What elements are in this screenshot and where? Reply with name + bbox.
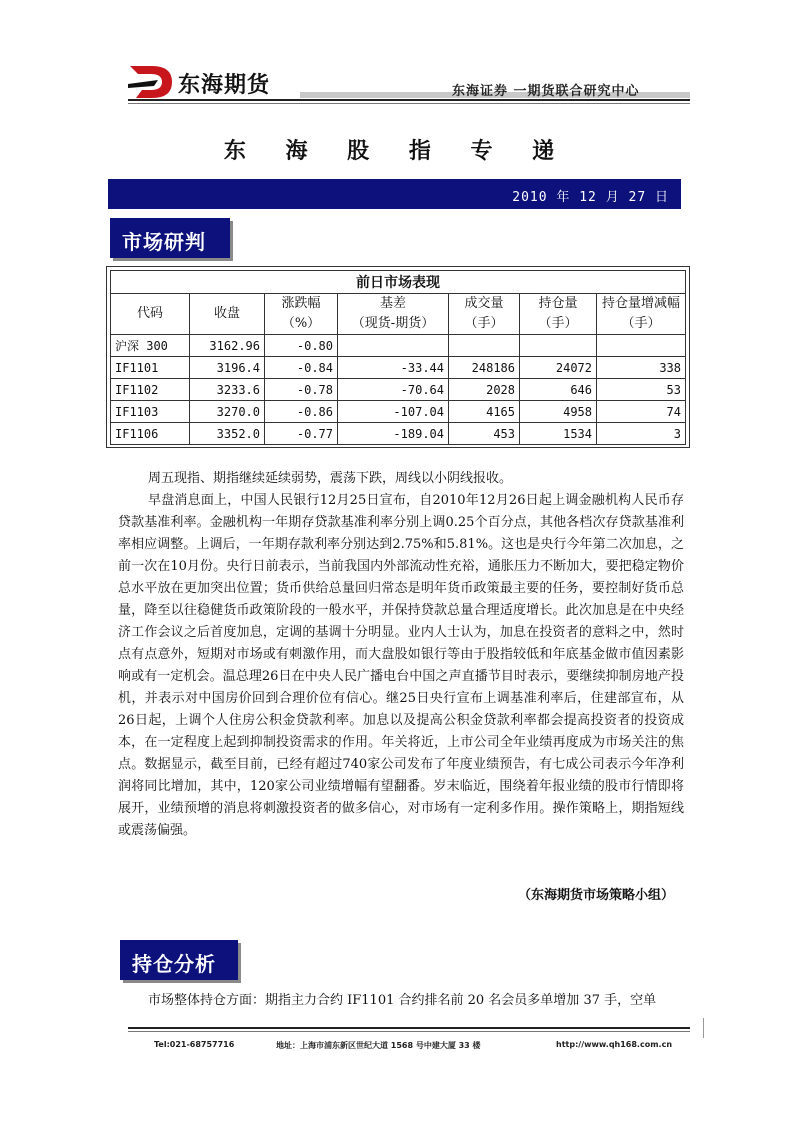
author-signature: （东海期货市场策略小组） <box>517 888 674 903</box>
table-row: IF1103 3270.0 -0.86 -107.04 4165 4958 74 <box>111 401 686 423</box>
table-caption: 前日市场表现 <box>111 271 686 294</box>
table-row: 沪深 300 3162.96 -0.80 <box>111 335 686 357</box>
table-header-row <box>111 294 686 335</box>
paragraph-analysis: 早盘消息面上，中国人民银行12月25日宣布，自2010年12月26日起上调金融机构人民币存贷款基准利率。金融机构一年期存贷款基准利率分别上调0.25个百分点，其他各档次存贷款基准利率相应调整。上调后，一年期存款利率分别达到2.75%和5.81%。这也是央行今年第二次加息，之前一次在10月份。央行日前表示，当前我国内外部流动性充裕，通胀压力不断加大，要把稳定物价总水平放在更加突出位置；货币供给总量回归常态是明年货币政策最主要的任务，要控制好货币总量，降至以往稳健货币政策阶段的一般水平，并保持贷款总量合理适度增长。此次加息是在中央经济工作会议之后首度加息，定调的基调十分明显。业内人士认为，加息在投资者的意料之中，然时点有点意外，短期对市场或有刺激作用，而大盘股如银行等由于股指较低和年底基金做市值因素影响或有一定机会。温总理26日在中央人民广播电台中国之声直播节目时表示，要继续抑制房地产投机，并表示对中国房价回到合理价位有信心。继25日央行宣布上调基准利率后，住建部宣布，从26日起，上调个人住房公积金贷款利率。加息以及提高公积金贷款利率都会提高投资者的投资成本，在一定程度上起到抑制投资需求的作用。年关将近，上市公司全年业绩再度成为市场关注的焦点。数据显示，截至目前，已经有超过740家公司发布了年度业绩预告，有七成公司表示今年净利润将同比增加，其中，120家公司业绩增幅有望翻番。岁末临近，围绕着年报业绩的股市行情即将展开，业绩预增的消息将刺激投资者的做多信心，对市场有一定利多作用。操作策略上，期指短线或震荡偏强。 <box>118 493 684 838</box>
logo-text: 东海期货 <box>178 73 271 98</box>
header-close: 收盘 <box>190 294 265 335</box>
table-row: IF1106 3352.0 -0.77 -189.04 453 1534 3 <box>111 423 686 445</box>
section-tab-position <box>120 940 238 980</box>
table-caption-row <box>111 271 686 294</box>
date-bar <box>108 179 681 209</box>
header-volume: 成交量 （手） <box>449 294 520 335</box>
section-tab-market <box>110 218 230 258</box>
header-rule-thin <box>128 103 690 104</box>
header-open-interest: 持仓量 （手） <box>520 294 597 335</box>
header-code: 代码 <box>111 294 190 335</box>
footer-phone: Tel:021-68757716 <box>154 1040 235 1049</box>
report-date: 2010 年 12 月 27 日 <box>512 190 669 205</box>
footer-rule <box>128 1027 690 1029</box>
paragraph-position: 市场整体持仓方面：期指主力合约 IF1101 合约排名前 20 名会员多单增加 37 手，空单 <box>148 993 657 1008</box>
header-rule <box>128 99 690 101</box>
footer-address: 地址：上海市浦东新区世纪大道 1568 号中建大厦 33 楼 <box>276 1041 481 1050</box>
header-basis: 基差 （现货-期货） <box>338 294 449 335</box>
section-title-position: 持仓分析 <box>132 952 216 976</box>
company-logo <box>128 62 308 102</box>
document-title: 东 海 股 指 专 递 <box>223 138 571 164</box>
header-org-name: 东海证券 一期货联合研究中心 <box>452 84 640 99</box>
table-row: IF1101 3196.4 -0.84 -33.44 248186 24072 338 <box>111 357 686 379</box>
market-table <box>110 270 686 445</box>
header-oi-change: 持仓量增减幅 （手） <box>597 294 686 335</box>
section-title-market: 市场研判 <box>122 230 206 254</box>
header-change: 涨跌幅 （%） <box>265 294 338 335</box>
footer-rule-thin <box>128 1031 690 1032</box>
footer-tick <box>703 1018 704 1038</box>
footer-website: http://www.qh168.com.cn <box>556 1040 673 1049</box>
paragraph-summary: 周五现指、期指继续延续弱势，震荡下跌，周线以小阴线报收。 <box>148 471 513 486</box>
logo-mark-icon <box>128 62 174 100</box>
table-row: IF1102 3233.6 -0.78 -70.64 2028 646 53 <box>111 379 686 401</box>
